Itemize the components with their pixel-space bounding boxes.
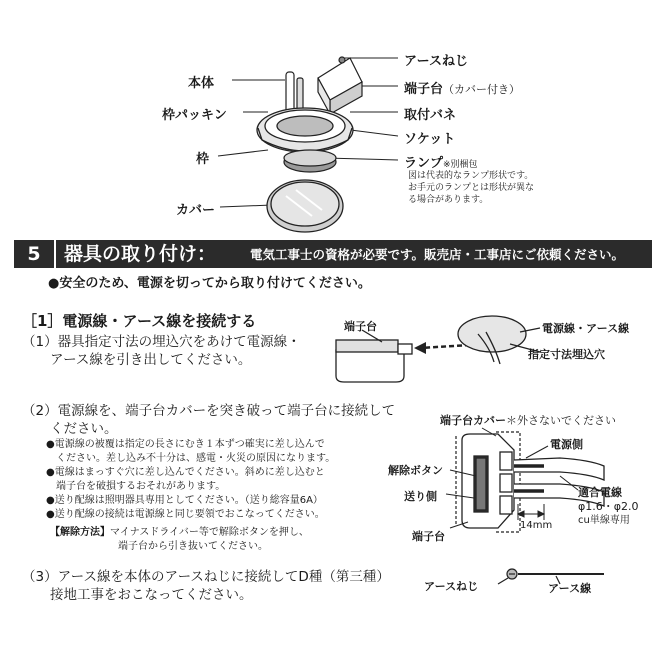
feed-side-label: 送り側 — [404, 490, 437, 503]
label-lamp-note: ※別梱包 — [443, 160, 478, 170]
label-terminal-block-note: （カバー付き） — [443, 83, 521, 96]
label-body: 本体 — [188, 76, 215, 91]
earth-wire-label: アース線 — [548, 582, 592, 595]
step2-text-line: （2）電源線を、端子台カバーを突き破って端子台に接続して — [22, 403, 396, 419]
label-lamp: ランプ — [404, 156, 444, 171]
safety-note: ●安全のため、電源を切ってから取り付けてください。 — [48, 276, 371, 291]
label-terminal-block: 端子台 — [404, 82, 444, 97]
step1-text-line: （1）器具指定寸法の埋込穴をあけて電源線・ — [22, 334, 301, 350]
wire-spec-title: 適合電線 — [578, 486, 622, 499]
release-method-text: マイナスドライバー等で解除ボタンを押し、 — [110, 527, 309, 538]
label-cover: カバー — [176, 203, 216, 218]
label-frame-packing: 枠パッキン — [162, 108, 227, 123]
section-note: 電気工事士の資格が必要です。販売店・工事店にご依頼ください。 — [250, 247, 625, 262]
wire-spec-line: φ1.6・φ2.0 — [578, 500, 639, 513]
cover-note: ＊外さないでください — [506, 414, 616, 427]
lamp-caption-line: お手元のランプとは形状が異な — [408, 183, 535, 193]
bullet-line: ●電線はまっすぐ穴に差し込んでください。斜めに差し込むと — [46, 467, 325, 478]
bullet-line: ●送り配線の接続は電源線と同じ要領でおこなってください。 — [46, 509, 325, 520]
label-socket: ソケット — [404, 132, 456, 147]
bullet-line: 端子台を破損するおそれがあります。 — [56, 481, 226, 492]
step1-cutout-label: 指定寸法埋込穴 — [528, 348, 605, 361]
bullet-line: ください。差し込み不十分は、感電・火災の原因になります。 — [56, 453, 336, 464]
step3-text-line: （3）アース線を本体のアースねじに接続してD種（第三種） — [22, 569, 390, 585]
terminal-block-label: 端子台 — [412, 530, 445, 543]
step3-text-line: 接地工事をおこなってください。 — [50, 587, 253, 603]
release-button-label: 解除ボタン — [388, 464, 443, 477]
step2-text-line: ください。 — [50, 421, 118, 437]
cover-label: 端子台カバー — [440, 414, 506, 427]
power-side-label: 電源側 — [550, 438, 583, 451]
label-earth-screw: アースねじ — [404, 54, 468, 69]
label-mounting-spring: 取付バネ — [404, 108, 457, 123]
bullet-line: ●送り配線は照明器具専用としてください。（送り総容量6A） — [46, 495, 323, 506]
bullet-line: ●電源線の被覆は指定の長さにむき１本ずつ確実に差し込んで — [46, 439, 325, 450]
step1-title: ［1］電源線・アース線を接続する — [22, 312, 257, 330]
earth-screw-label: アースねじ — [424, 580, 479, 593]
strip-length-label: 14mm — [520, 520, 553, 531]
wire-spec-line: cu単線専用 — [578, 515, 630, 526]
section-title: 器具の取り付け： — [64, 243, 217, 265]
release-method-label: 【解除方法】 — [50, 527, 110, 538]
section-number: 5 — [14, 240, 56, 268]
step1-text-line: アース線を引き出してください。 — [50, 352, 252, 368]
lamp-caption-line: る場合があります。 — [408, 195, 489, 205]
label-frame: 枠 — [196, 152, 210, 167]
lamp-caption-line: 図は代表的なランプ形状です。 — [408, 171, 534, 181]
step1-terminal-label: 端子台 — [344, 320, 377, 333]
release-method-text: 端子台から引き抜いてください。 — [118, 541, 268, 552]
step1-wire-label: 電源線・アース線 — [542, 322, 630, 335]
